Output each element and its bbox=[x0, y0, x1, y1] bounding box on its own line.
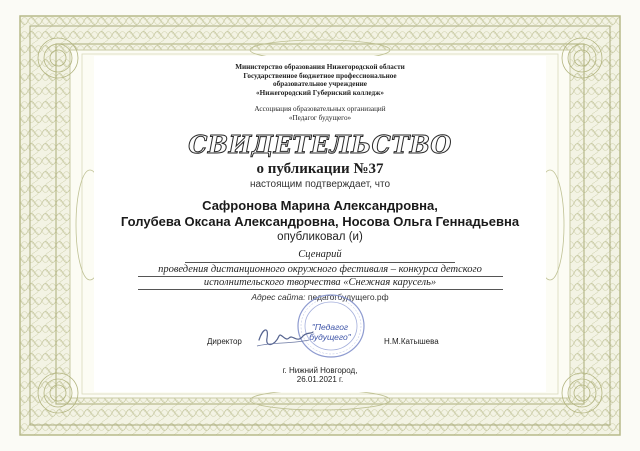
recipient-names-line-1: Сафронова Марина Александровна, bbox=[202, 198, 438, 213]
association-line: Ассоциация образовательных организаций bbox=[254, 105, 386, 113]
underline-divider bbox=[185, 262, 455, 263]
issue-place: г. Нижний Новгород, bbox=[282, 366, 358, 375]
institution-type-line: Государственное бюджетное профессиональное bbox=[243, 71, 397, 80]
confirm-text: настоящим подтверждает, что bbox=[249, 179, 391, 190]
director-name: Н.М.Катышева bbox=[384, 337, 439, 346]
ministry-heading: Министерство образования Нижегородской области bbox=[235, 63, 405, 71]
issue-date: 26.01.2021 г. bbox=[296, 375, 344, 384]
published-text: опубликовал (и) bbox=[277, 231, 363, 243]
work-description-line-2: исполнительского творчества «Снежная карусель» bbox=[203, 277, 437, 288]
director-signature-icon bbox=[255, 320, 315, 354]
work-type: Сценарий bbox=[298, 249, 342, 260]
recipient-names-line-2: Голубева Оксана Александровна, Носова Ольга Геннадьевна bbox=[120, 214, 520, 229]
underline-divider bbox=[138, 289, 503, 290]
college-name: «Нижегородский Губернский колледж» bbox=[256, 88, 384, 97]
publication-number: о публикации №37 bbox=[256, 161, 384, 177]
seal-text-line-1: "Педагог bbox=[311, 322, 349, 332]
certificate-title: СВИДЕТЕЛЬСТВО bbox=[188, 130, 452, 159]
director-label: Директор bbox=[207, 337, 242, 346]
site-label: Адрес сайта: bbox=[251, 292, 306, 302]
association-name: «Педагог будущего» bbox=[288, 113, 352, 122]
site-url: педагогбудущего.рф bbox=[307, 292, 389, 302]
work-description-line-1: проведения дистанционного окружного фестиваля – конкурса детского bbox=[158, 264, 482, 275]
institution-type-line-2: образовательное учреждение bbox=[273, 80, 367, 88]
seal-text-line-2: будущего" bbox=[309, 332, 351, 342]
